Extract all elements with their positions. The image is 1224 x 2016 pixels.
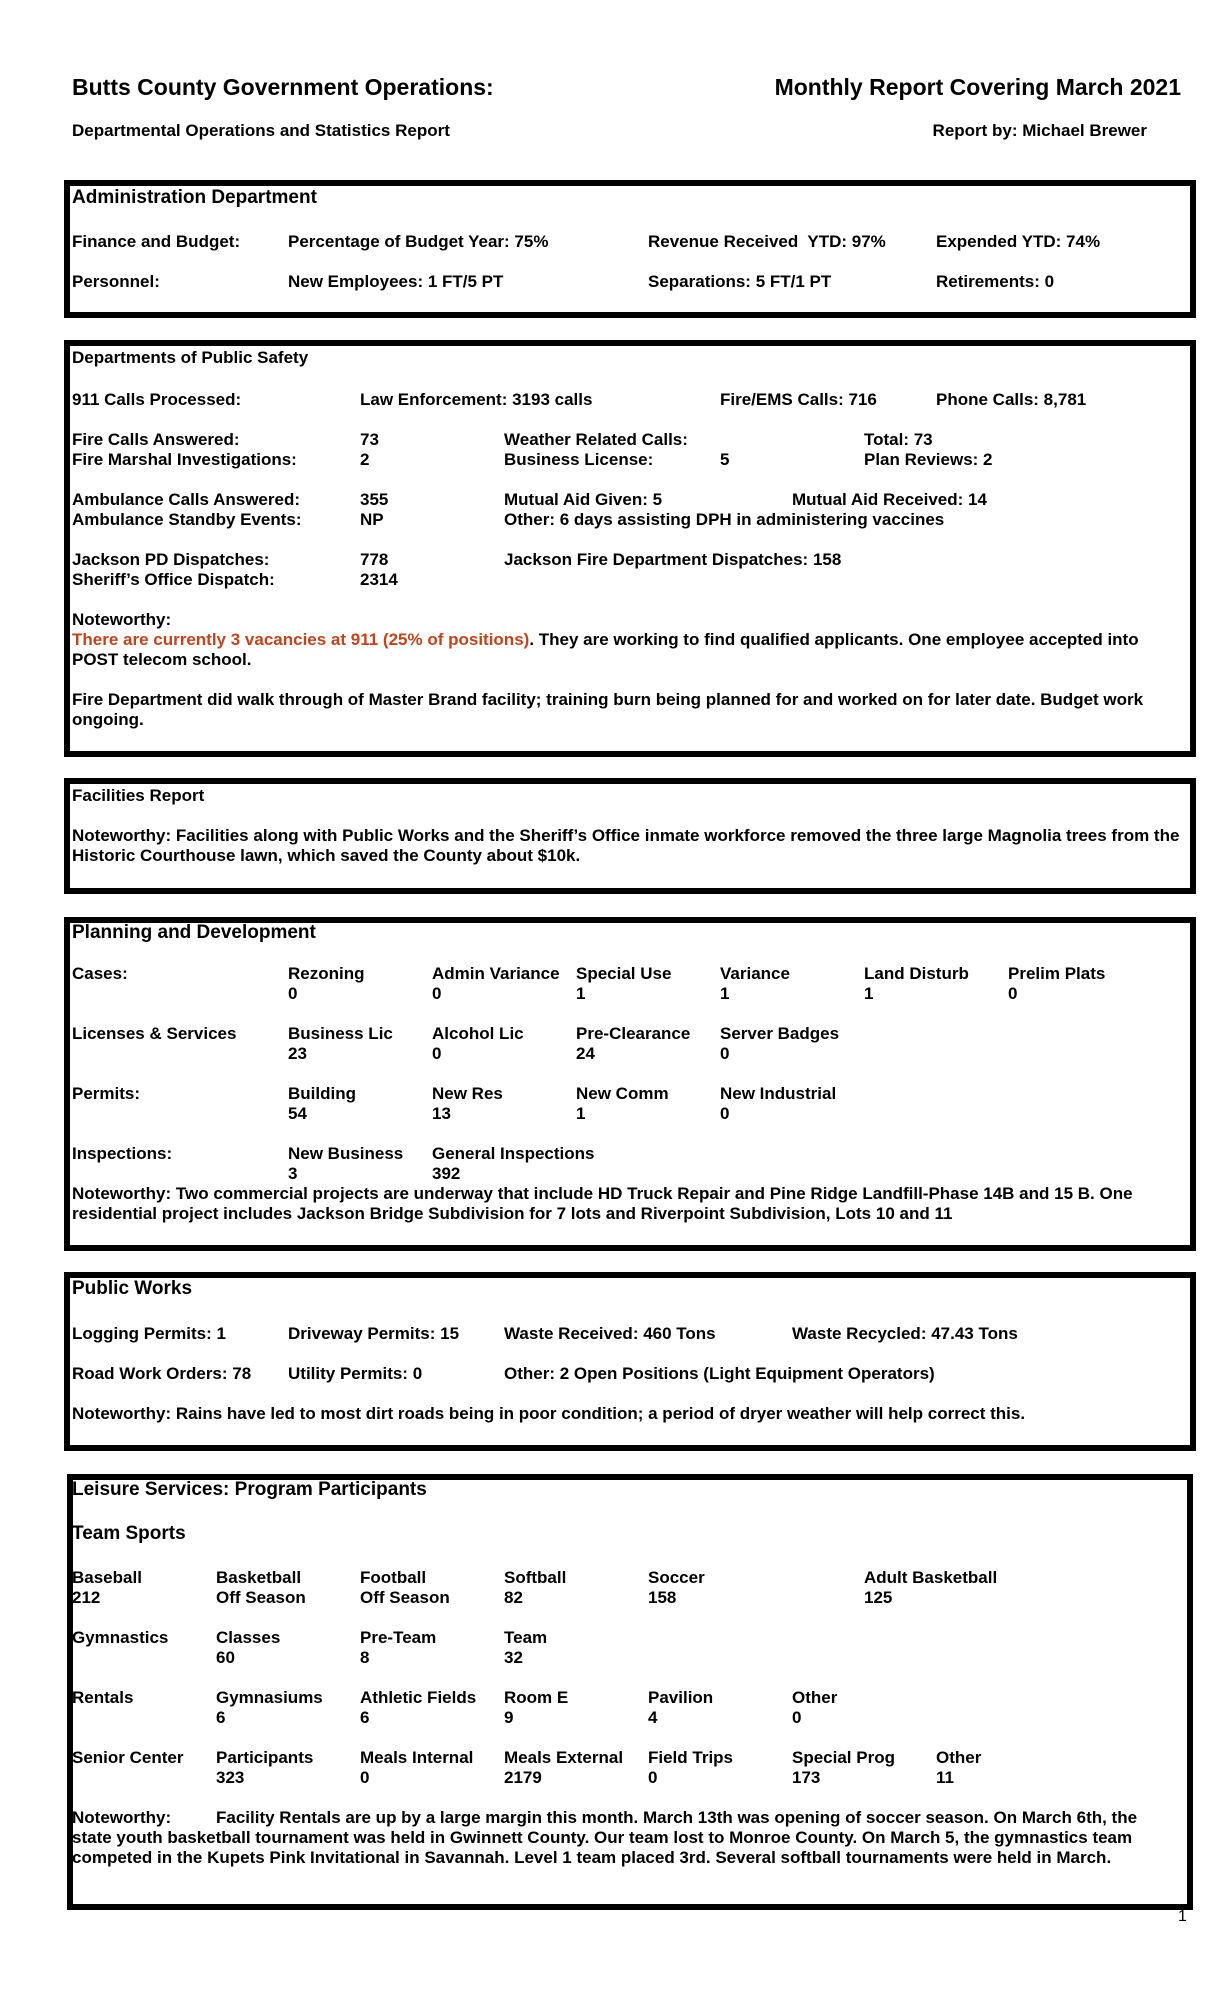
phone-calls: Phone Calls: 8,781 bbox=[936, 390, 1087, 409]
public-works-note: Noteworthy: Rains have led to most dirt roads being in poor condition; a period of dryer weather will help correct this. bbox=[72, 1404, 1026, 1423]
senior-center-label: Senior Center bbox=[72, 1748, 184, 1767]
rental-pavilion-value: 4 bbox=[648, 1708, 658, 1727]
budget-year: Percentage of Budget Year: 75% bbox=[288, 232, 549, 251]
planning-note: Noteworthy: Two commercial projects are underway that include HD Truck Repair and Pine Ridge Landfill-Phase 14B and 15 B. One residential project includes Jackson Bridge Subdivision for 7 lots and Riverpoint Subdivision, Lots 10 and 11 bbox=[72, 1184, 1133, 1223]
rental-other: Other bbox=[792, 1688, 838, 1707]
sheriff-dispatch-label: Sheriff’s Office Dispatch: bbox=[72, 570, 275, 589]
fire-department-note: Fire Department did walk through of Master Brand facility; training burn being planned for and worked on for later date. Budget work ongoing. bbox=[72, 690, 1144, 729]
case-special-use: Special Use bbox=[576, 964, 672, 983]
noteworthy-label: Noteworthy: bbox=[72, 610, 172, 629]
weather-calls-label: Weather Related Calls: bbox=[504, 430, 688, 449]
section-heading-administration: Administration Department bbox=[72, 187, 317, 208]
business-license-label: Business License: bbox=[504, 450, 654, 469]
gymnastics-label: Gymnastics bbox=[72, 1628, 169, 1647]
utility-permits: Utility Permits: 0 bbox=[288, 1364, 423, 1383]
page-number: 1 bbox=[1178, 1908, 1187, 1925]
gym-team-value: 32 bbox=[504, 1648, 523, 1667]
section-heading-planning: Planning and Development bbox=[72, 922, 316, 943]
case-special-use-value: 1 bbox=[576, 984, 586, 1003]
gym-pre-team-value: 8 bbox=[360, 1648, 370, 1667]
case-admin-variance: Admin Variance bbox=[432, 964, 560, 983]
vacancy-note-rest: . They are working to find qualified applicants. One employee accepted into POST telecom school. bbox=[72, 630, 1139, 669]
permit-building: Building bbox=[288, 1084, 356, 1103]
permit-new-comm: New Comm bbox=[576, 1084, 669, 1103]
senior-field-trips: Field Trips bbox=[648, 1748, 734, 1767]
senior-participants-value: 323 bbox=[216, 1768, 245, 1787]
team-sports-heading: Team Sports bbox=[72, 1523, 186, 1544]
leisure-note: Facility Rentals are up by a large margin this month. March 13th was opening of soccer season. On March 6th, the state youth basketball tournament was held in Gwinnett County. Our team lost to Monroe County. On March 5, the gymnastics team competed in the Kupets Pink Invitational in Savannah. Level 1 team placed 3rd. Several softball tournaments were held in March. bbox=[72, 1808, 1138, 1867]
gym-classes: Classes bbox=[216, 1628, 281, 1647]
jackson-pd-value: 778 bbox=[360, 550, 389, 569]
sport-adult-basketball: Adult Basketball bbox=[864, 1568, 998, 1587]
new-employees: New Employees: 1 FT/5 PT bbox=[288, 272, 504, 291]
finance-label: Finance and Budget: bbox=[72, 232, 241, 251]
license-alcohol-value: 0 bbox=[432, 1044, 442, 1063]
fire-ems-calls: Fire/EMS Calls: 716 bbox=[720, 390, 877, 409]
ambulance-calls-label: Ambulance Calls Answered: bbox=[72, 490, 300, 509]
license-pre-clearance-value: 24 bbox=[576, 1044, 595, 1063]
case-variance: Variance bbox=[720, 964, 790, 983]
senior-field-trips-value: 0 bbox=[648, 1768, 658, 1787]
law-enforcement-calls: Law Enforcement: 3193 calls bbox=[360, 390, 593, 409]
sport-adult-basketball-value: 125 bbox=[864, 1588, 893, 1607]
driveway-permits: Driveway Permits: 15 bbox=[288, 1324, 460, 1343]
sport-soccer: Soccer bbox=[648, 1568, 705, 1587]
senior-meals-external: Meals External bbox=[504, 1748, 624, 1767]
sport-basketball: Basketball bbox=[216, 1568, 302, 1587]
permit-new-comm-value: 1 bbox=[576, 1104, 586, 1123]
permits-label: Permits: bbox=[72, 1084, 141, 1103]
license-server-badges-value: 0 bbox=[720, 1044, 730, 1063]
rental-athletic-fields-value: 6 bbox=[360, 1708, 370, 1727]
ambulance-standby-label: Ambulance Standby Events: bbox=[72, 510, 302, 529]
report-period: Monthly Report Covering March 2021 bbox=[774, 74, 1181, 100]
plan-reviews: Plan Reviews: 2 bbox=[864, 450, 993, 469]
calls-911-label: 911 Calls Processed: bbox=[72, 390, 242, 409]
sport-softball-value: 82 bbox=[504, 1588, 523, 1607]
licenses-label: Licenses & Services bbox=[72, 1024, 237, 1043]
fire-calls-label: Fire Calls Answered: bbox=[72, 430, 240, 449]
retirements: Retirements: 0 bbox=[936, 272, 1055, 291]
inspection-new-business: New Business bbox=[288, 1144, 404, 1163]
cases-label: Cases: bbox=[72, 964, 128, 983]
business-license-value: 5 bbox=[720, 450, 730, 469]
permit-new-res-value: 13 bbox=[432, 1104, 451, 1123]
license-business: Business Lic bbox=[288, 1024, 393, 1043]
separations: Separations: 5 FT/1 PT bbox=[648, 272, 832, 291]
case-rezoning-value: 0 bbox=[288, 984, 298, 1003]
case-admin-variance-value: 0 bbox=[432, 984, 442, 1003]
leisure-noteworthy-label: Noteworthy: bbox=[72, 1808, 172, 1827]
ambulance-calls-value: 355 bbox=[360, 490, 389, 509]
sport-baseball-value: 212 bbox=[72, 1588, 101, 1607]
license-alcohol: Alcohol Lic bbox=[432, 1024, 524, 1043]
rental-other-value: 0 bbox=[792, 1708, 802, 1727]
rental-athletic-fields: Athletic Fields bbox=[360, 1688, 477, 1707]
road-work-orders: Road Work Orders: 78 bbox=[72, 1364, 252, 1383]
inspection-new-business-value: 3 bbox=[288, 1164, 298, 1183]
section-heading-public-works: Public Works bbox=[72, 1278, 193, 1299]
revenue-received: Revenue Received YTD: 97% bbox=[648, 232, 886, 251]
weather-total: Total: 73 bbox=[864, 430, 933, 449]
mutual-aid-given: Mutual Aid Given: 5 bbox=[504, 490, 663, 509]
section-heading-public-safety: Departments of Public Safety bbox=[72, 348, 309, 367]
sport-football: Football bbox=[360, 1568, 427, 1587]
section-heading-leisure: Leisure Services: Program Participants bbox=[72, 1479, 427, 1500]
senior-other: Other bbox=[936, 1748, 982, 1767]
report-author: Report by: Michael Brewer bbox=[932, 121, 1147, 140]
fire-marshal-value: 2 bbox=[360, 450, 370, 469]
license-business-value: 23 bbox=[288, 1044, 307, 1063]
case-land-disturb: Land Disturb bbox=[864, 964, 969, 983]
case-land-disturb-value: 1 bbox=[864, 984, 874, 1003]
public-safety-note bbox=[72, 630, 1182, 670]
vacancy-highlight: There are currently 3 vacancies at 911 (25% of positions) bbox=[72, 630, 530, 649]
inspection-general: General Inspections bbox=[432, 1144, 595, 1163]
report-title: Butts County Government Operations: bbox=[72, 74, 494, 100]
permit-new-industrial-value: 0 bbox=[720, 1104, 730, 1123]
case-variance-value: 1 bbox=[720, 984, 730, 1003]
inspections-label: Inspections: bbox=[72, 1144, 173, 1163]
sport-football-value: Off Season bbox=[360, 1588, 450, 1607]
senior-meals-internal: Meals Internal bbox=[360, 1748, 474, 1767]
section-heading-facilities: Facilities Report bbox=[72, 786, 205, 805]
senior-meals-internal-value: 0 bbox=[360, 1768, 370, 1787]
waste-received: Waste Received: 460 Tons bbox=[504, 1324, 716, 1343]
open-positions: Other: 2 Open Positions (Light Equipment Operators) bbox=[504, 1364, 935, 1383]
gym-pre-team: Pre-Team bbox=[360, 1628, 437, 1647]
ambulance-standby-value: NP bbox=[360, 510, 384, 529]
sheriff-dispatch-value: 2314 bbox=[360, 570, 398, 589]
sport-softball: Softball bbox=[504, 1568, 567, 1587]
facilities-note: Noteworthy: Facilities along with Public Works and the Sheriff’s Office inmate workforce removed the three large Magnolia trees from the Historic Courthouse lawn, which saved the County about $10k. bbox=[72, 826, 1180, 865]
gym-team: Team bbox=[504, 1628, 548, 1647]
sport-basketball-value: Off Season bbox=[216, 1588, 306, 1607]
senior-meals-external-value: 2179 bbox=[504, 1768, 542, 1787]
rentals-label: Rentals bbox=[72, 1688, 134, 1707]
senior-special-prog-value: 173 bbox=[792, 1768, 821, 1787]
sport-soccer-value: 158 bbox=[648, 1588, 677, 1607]
permit-building-value: 54 bbox=[288, 1104, 307, 1123]
jackson-fire-dispatches: Jackson Fire Department Dispatches: 158 bbox=[504, 550, 842, 569]
report-subtitle: Departmental Operations and Statistics Report bbox=[72, 121, 450, 140]
senior-participants: Participants bbox=[216, 1748, 314, 1767]
license-pre-clearance: Pre-Clearance bbox=[576, 1024, 691, 1043]
senior-other-value: 11 bbox=[936, 1768, 954, 1787]
logging-permits: Logging Permits: 1 bbox=[72, 1324, 226, 1343]
case-prelim-plats-value: 0 bbox=[1008, 984, 1018, 1003]
public-works-section bbox=[64, 1272, 1196, 1451]
rental-pavilion: Pavilion bbox=[648, 1688, 714, 1707]
expended-ytd: Expended YTD: 74% bbox=[936, 232, 1101, 251]
license-server-badges: Server Badges bbox=[720, 1024, 840, 1043]
waste-recycled: Waste Recycled: 47.43 Tons bbox=[792, 1324, 1018, 1343]
rental-room-e-value: 9 bbox=[504, 1708, 514, 1727]
inspection-general-value: 392 bbox=[432, 1164, 461, 1183]
mutual-aid-received: Mutual Aid Received: 14 bbox=[792, 490, 987, 509]
jackson-pd-label: Jackson PD Dispatches: bbox=[72, 550, 270, 569]
fire-calls-value: 73 bbox=[360, 430, 379, 449]
other-assistance: Other: 6 days assisting DPH in administering vaccines bbox=[504, 510, 945, 529]
rental-room-e: Room E bbox=[504, 1688, 569, 1707]
permit-new-industrial: New Industrial bbox=[720, 1084, 837, 1103]
case-rezoning: Rezoning bbox=[288, 964, 365, 983]
case-prelim-plats: Prelim Plats bbox=[1008, 964, 1106, 983]
fire-marshal-label: Fire Marshal Investigations: bbox=[72, 450, 297, 469]
sport-baseball: Baseball bbox=[72, 1568, 142, 1587]
personnel-label: Personnel: bbox=[72, 272, 160, 291]
senior-special-prog: Special Prog bbox=[792, 1748, 895, 1767]
rental-gymnasiums-value: 6 bbox=[216, 1708, 226, 1727]
gym-classes-value: 60 bbox=[216, 1648, 235, 1667]
permit-new-res: New Res bbox=[432, 1084, 503, 1103]
rental-gymnasiums: Gymnasiums bbox=[216, 1688, 323, 1707]
